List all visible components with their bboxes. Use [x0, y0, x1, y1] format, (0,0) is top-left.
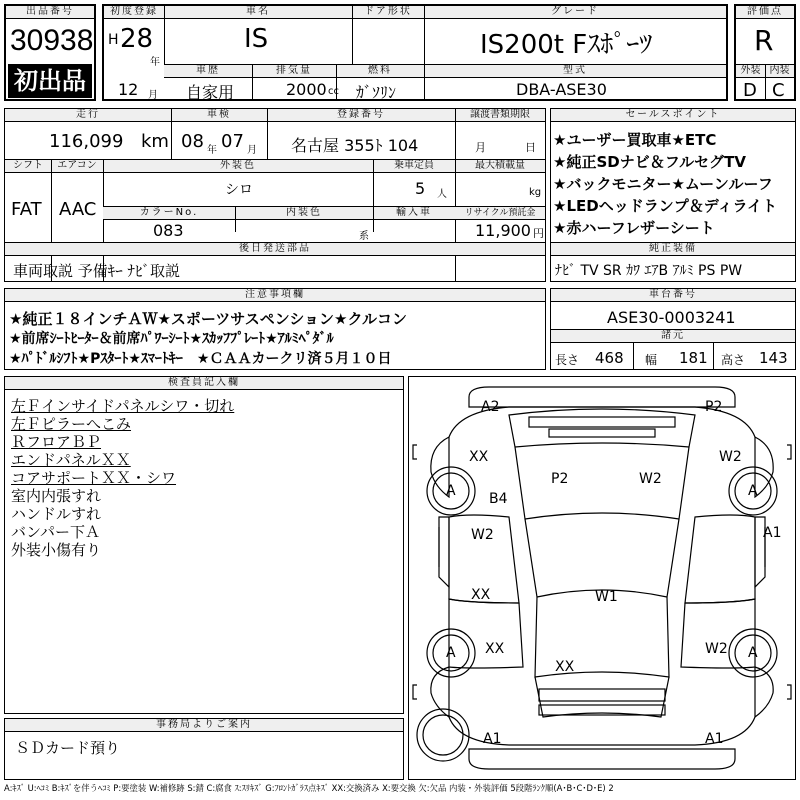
mark-b4: B4	[489, 491, 508, 507]
inspection-year: 08	[181, 131, 204, 152]
year-unit: 年	[150, 57, 160, 68]
inspection-year-unit: 年	[207, 145, 217, 156]
inspector-line-2: 左Ｆピラーへこみ	[11, 415, 132, 433]
mark-xx-trunk: XX	[555, 659, 575, 675]
exterior-label: 外装	[736, 65, 765, 78]
model-label: 型式	[424, 65, 726, 78]
inspector-line-8: バンパー下Ａ	[11, 523, 100, 541]
score-value: R	[754, 24, 774, 57]
capacity-value: 5	[415, 179, 426, 198]
notes-label: 注意事項欄	[5, 289, 545, 302]
score-box	[734, 4, 796, 101]
car-name: IS	[244, 24, 269, 54]
import-label: 輸入車	[373, 207, 455, 220]
sales-points-label: セールスポイント	[551, 109, 795, 122]
mark-w2-right-front: W2	[719, 449, 742, 465]
load-label: 最大積載量	[455, 160, 545, 173]
inspector-label: 検査員記入欄	[5, 377, 403, 390]
inspector-line-3: ＲフロアＢＰ	[11, 433, 102, 451]
interior-label: 内装	[765, 65, 794, 78]
recycle-label: リサイクル預託金	[455, 207, 545, 220]
inspector-lines	[11, 395, 401, 557]
legend: A:ｷｽﾞ U:ﾍｺﾐ B:ｷｽﾞを伴うﾍｺﾐ P:要塗装 W:補修跡 S:錆 C:腐食 ｽ:ｽﾘｷｽﾞ G:ﾌﾛﾝﾄｶﾞﾗｽ点ｷｽﾞ XX:交換済み X:要交換 欠:欠品 内装・外装評価 5段階ﾗﾝｸ順(A･B･C･D･E) 2	[4, 783, 614, 793]
mileage-label: 走行	[5, 109, 171, 122]
history-label: 車歴	[164, 65, 252, 78]
reg-year: 28	[120, 24, 154, 54]
displacement-value: 2000	[286, 80, 327, 99]
chassis-label: 車台番号	[551, 289, 795, 302]
mark-w2-hood: W2	[639, 471, 662, 487]
spec-box	[4, 108, 546, 282]
mileage-unit: km	[141, 131, 169, 152]
exterior-grade: D	[743, 80, 757, 101]
capacity-unit: 人	[437, 189, 447, 200]
chassis-box	[550, 288, 796, 370]
notes-box	[4, 288, 546, 370]
interior-color-label: 内装色	[235, 207, 373, 220]
mark-a2-top: A2	[481, 399, 500, 415]
office-label: 事務局よりご案内	[5, 719, 403, 732]
inspector-line-4: エンドパネルＸＸ	[11, 451, 131, 469]
height-value: 143	[759, 349, 788, 367]
transfer-day-unit: 日	[525, 141, 536, 154]
mark-a-lr-tire: A	[446, 645, 456, 661]
mark-xx-left-front: XX	[469, 449, 489, 465]
notes-line-1: ★純正１８インチＡＷ★スポーツサスペンション★クルコン	[9, 310, 408, 328]
load-unit: kg	[529, 187, 542, 198]
length-value: 468	[595, 349, 624, 367]
door-label: ドア形状	[352, 6, 424, 19]
shift-label: シフト	[5, 160, 51, 173]
mark-a-rr-tire: A	[748, 645, 758, 661]
mark-p2-hood: P2	[551, 471, 569, 487]
chassis-value: ASE30-0003241	[607, 308, 736, 327]
interior-color-suffix: 系	[359, 231, 369, 242]
color-no-value: 083	[153, 221, 184, 240]
mark-a1-bl: A1	[483, 731, 502, 747]
transfer-month-unit: 月	[475, 141, 486, 154]
fuel-value: ｶﾞｿﾘﾝ	[356, 83, 397, 102]
office-box	[4, 718, 404, 780]
notes-line-2: ★前席ｼｰﾄﾋｰﾀｰ＆前席ﾊﾟﾜｰｼｰﾄ★ｽｶｯﾌﾌﾟﾚｰﾄ★ｱﾙﾐﾍﾟﾀﾞﾙ	[9, 331, 334, 347]
inspector-line-5: コアサポートＸＸ・シワ	[11, 469, 177, 487]
era: H	[108, 32, 119, 48]
dims-label: 諸元	[551, 330, 795, 343]
mark-a1-right: A1	[763, 525, 782, 541]
inspection-label: 車検	[171, 109, 267, 122]
sales-point-5: ★赤ハーフレザーシート	[553, 219, 715, 237]
inspector-line-9: 外装小傷有り	[11, 541, 102, 559]
first-listing-badge	[8, 64, 92, 98]
car-diagram	[409, 377, 795, 779]
mileage-value: 116,099	[49, 131, 124, 152]
mark-xx-left-rear-door: XX	[471, 587, 491, 603]
notes-line-3: ★ﾊﾟﾄﾞﾙｼﾌﾄ★Pｽﾀｰﾄ★ｽﾏｰﾄｷｰ ★ＣＡＡカークリ済５月１０日	[9, 351, 392, 367]
lot-number: 30938	[10, 24, 94, 57]
recycle-value: 11,900	[475, 221, 531, 240]
mark-xx-left-rear: XX	[485, 641, 505, 657]
sales-point-4: ★LEDヘッドランプ＆ディライト	[553, 197, 778, 215]
lot-label: 出品番号	[6, 6, 94, 19]
first-listing-text: 初出品	[14, 67, 86, 95]
mark-a-rf-tire: A	[748, 483, 758, 499]
interior-grade: C	[772, 80, 785, 101]
width-value: 181	[679, 349, 708, 367]
model-value: DBA-ASE30	[516, 80, 607, 99]
score-label: 評価点	[736, 6, 794, 19]
shift-value: FAT	[11, 199, 42, 220]
ac-value: AAC	[59, 199, 97, 220]
history-value: 自家用	[186, 83, 235, 102]
fuel-label: 燃料	[336, 65, 424, 78]
color-value: シロ	[225, 182, 253, 198]
reg-month: 12	[118, 80, 139, 99]
mark-a1-br: A1	[705, 731, 724, 747]
month-unit: 月	[148, 90, 158, 101]
equipment-value: ﾅﾋﾞ TV SR ｶﾜ ｴｱB ｱﾙﾐ PS PW	[555, 263, 743, 279]
registration-label: 登録番号	[267, 109, 455, 122]
car-name-label: 車名	[164, 6, 352, 19]
header-main	[102, 4, 728, 101]
sales-point-3: ★バックモニター★ムーンルーフ	[553, 175, 773, 193]
grade-label: グレード	[424, 6, 726, 19]
width-label: 幅	[645, 353, 658, 367]
ac-label: エアコン	[51, 160, 103, 173]
mark-p2-top: P2	[705, 399, 723, 415]
grade-value: IS200t Fｽﾎﾟｰﾂ	[480, 30, 653, 60]
mark-w2-left-door: W2	[471, 527, 494, 543]
sales-point-2: ★純正SDナビ＆フルセグTV	[553, 153, 746, 171]
registration-value: 名古屋 355ﾄ 104	[291, 136, 419, 155]
later-parts-label: 後日発送部品	[5, 243, 545, 256]
inspector-box	[4, 376, 404, 714]
sales-points-box	[550, 108, 796, 282]
color-label: 外装色	[103, 160, 373, 173]
mark-w2-right-rear: W2	[705, 641, 728, 657]
displacement-unit: cc	[328, 86, 339, 97]
recycle-unit: 円	[533, 227, 544, 240]
mark-a-lf-tire: A	[446, 483, 456, 499]
transfer-label: 譲渡書類期限	[455, 109, 545, 122]
office-value: ＳＤカード預り	[15, 739, 121, 757]
inspection-month: 07	[221, 131, 244, 152]
inspector-line-7: ハンドルすれ	[11, 505, 102, 523]
capacity-label: 乗車定員	[373, 160, 455, 173]
height-label: 高さ	[721, 353, 746, 367]
inspector-line-6: 室内内張すれ	[11, 487, 102, 505]
sales-point-1: ★ユーザー買取車★ETC	[553, 131, 717, 149]
color-no-label: カラーNo.	[103, 207, 235, 220]
inspector-line-1: 左Ｆインサイドパネルシワ・切れ	[11, 397, 235, 415]
inspection-month-unit: 月	[247, 145, 257, 156]
first-reg-label: 初度登録	[104, 6, 164, 19]
later-parts-value: 車両取説 予備ｷｰ ﾅﾋﾞ取説	[13, 262, 181, 280]
displacement-label: 排気量	[252, 65, 336, 78]
diagram-box	[408, 376, 796, 780]
equipment-label: 純正装備	[551, 243, 795, 256]
length-label: 長さ	[555, 353, 580, 367]
lot-box	[4, 4, 96, 101]
mark-w1-roof: W1	[595, 589, 618, 605]
